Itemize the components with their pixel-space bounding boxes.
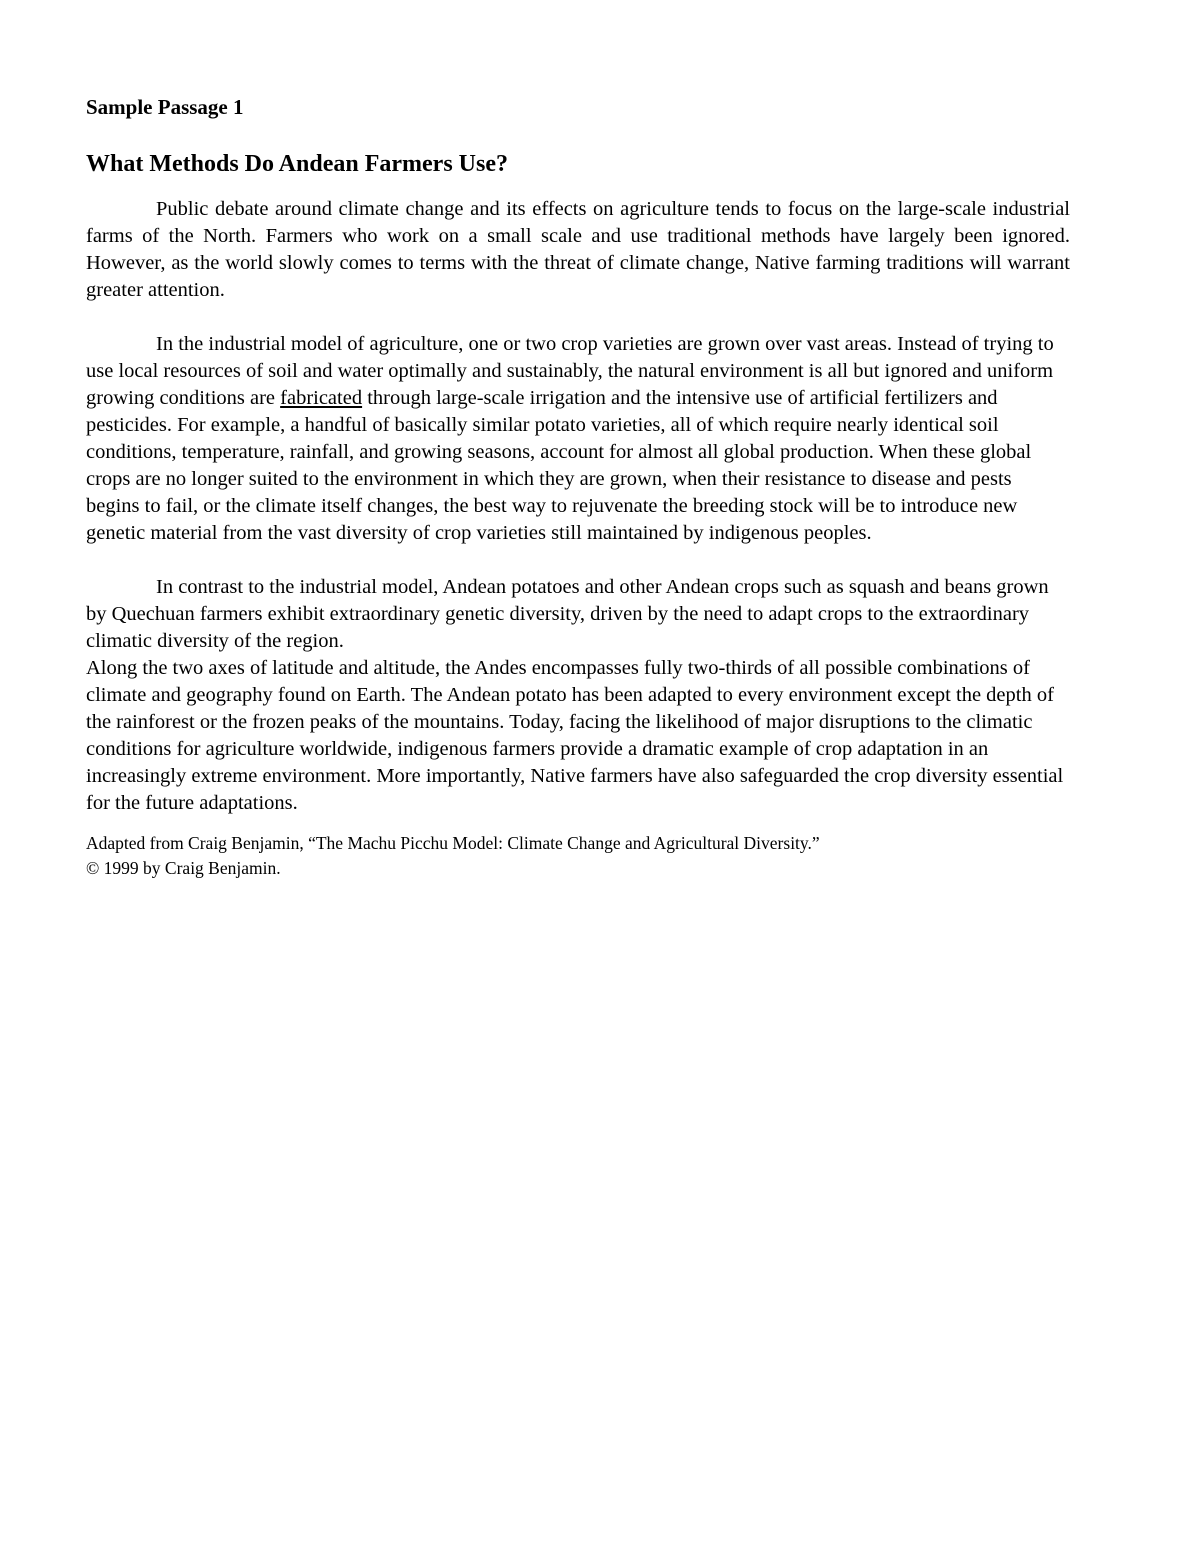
paragraph-3a: In contrast to the industrial model, Andean potatoes and other Andean crops such as squash and beans grown by Quechuan farmers exhibit extraordinary genetic diversity, driven by the need to adapt crops to the extraordinary climatic diversity of the region. <box>86 576 1049 652</box>
copyright-line: © 1999 by Craig Benjamin. <box>86 858 281 878</box>
source-line-1: Adapted from Craig Benjamin, “The Machu Picchu Model: Climate Change and Agricultural Diversity.” <box>86 833 820 853</box>
paragraph-2 <box>86 331 1070 547</box>
passage-title: What Methods Do Andean Farmers Use? <box>86 151 508 177</box>
document-page <box>86 92 1070 881</box>
passage-label: Sample Passage 1 <box>86 95 244 119</box>
source-citation <box>86 831 1070 881</box>
paragraph-1: Public debate around climate change and its effects on agriculture tends to focus on the large-scale industrial farms of the North. Farmers who work on a small scale and use traditional methods have largely been ignored. However, as the world slowly comes to terms with the threat of climate change, Native farming traditions will warrant greater attention. <box>86 198 1070 301</box>
paragraph-2-after: through large-scale irrigation and the intensive use of artificial fertilizers and pesticides. For example, a handful of basically similar potato varieties, all of which require nearly identical soil conditions, temperature, rainfall, and growing seasons, account for almost all global production. When these global crops are no longer suited to the environment in which they are grown, when their resistance to disease and pests begins to fail, or the climate itself changes, the best way to rejuvenate the breeding stock will be to introduce new genetic material from the vast diversity of crop varieties still maintained by indigenous peoples. <box>86 387 1032 544</box>
underlined-word-fabricated: fabricated <box>280 387 363 409</box>
paragraph-3b: Along the two axes of latitude and altitude, the Andes encompasses fully two-thirds of all possible combinations of climate and geography found on Earth. The Andean potato has been adapted to every environment except the depth of the rainforest or the frozen peaks of the mountains. Today, facing the likelihood of major disruptions to the climatic conditions for agriculture worldwide, indigenous farmers provide a dramatic example of crop adaptation in an increasingly extreme environment. More importantly, Native farmers have also safeguarded the crop diversity essential for the future adaptations. <box>86 657 1064 814</box>
paragraph-2-before: In the industrial model of agriculture, one or two crop varieties are grown over vast areas. Instead of trying to use local resources of soil and water optimally and sustainably, the natural environment is all but ignored and uniform growing conditions are <box>86 333 1054 409</box>
